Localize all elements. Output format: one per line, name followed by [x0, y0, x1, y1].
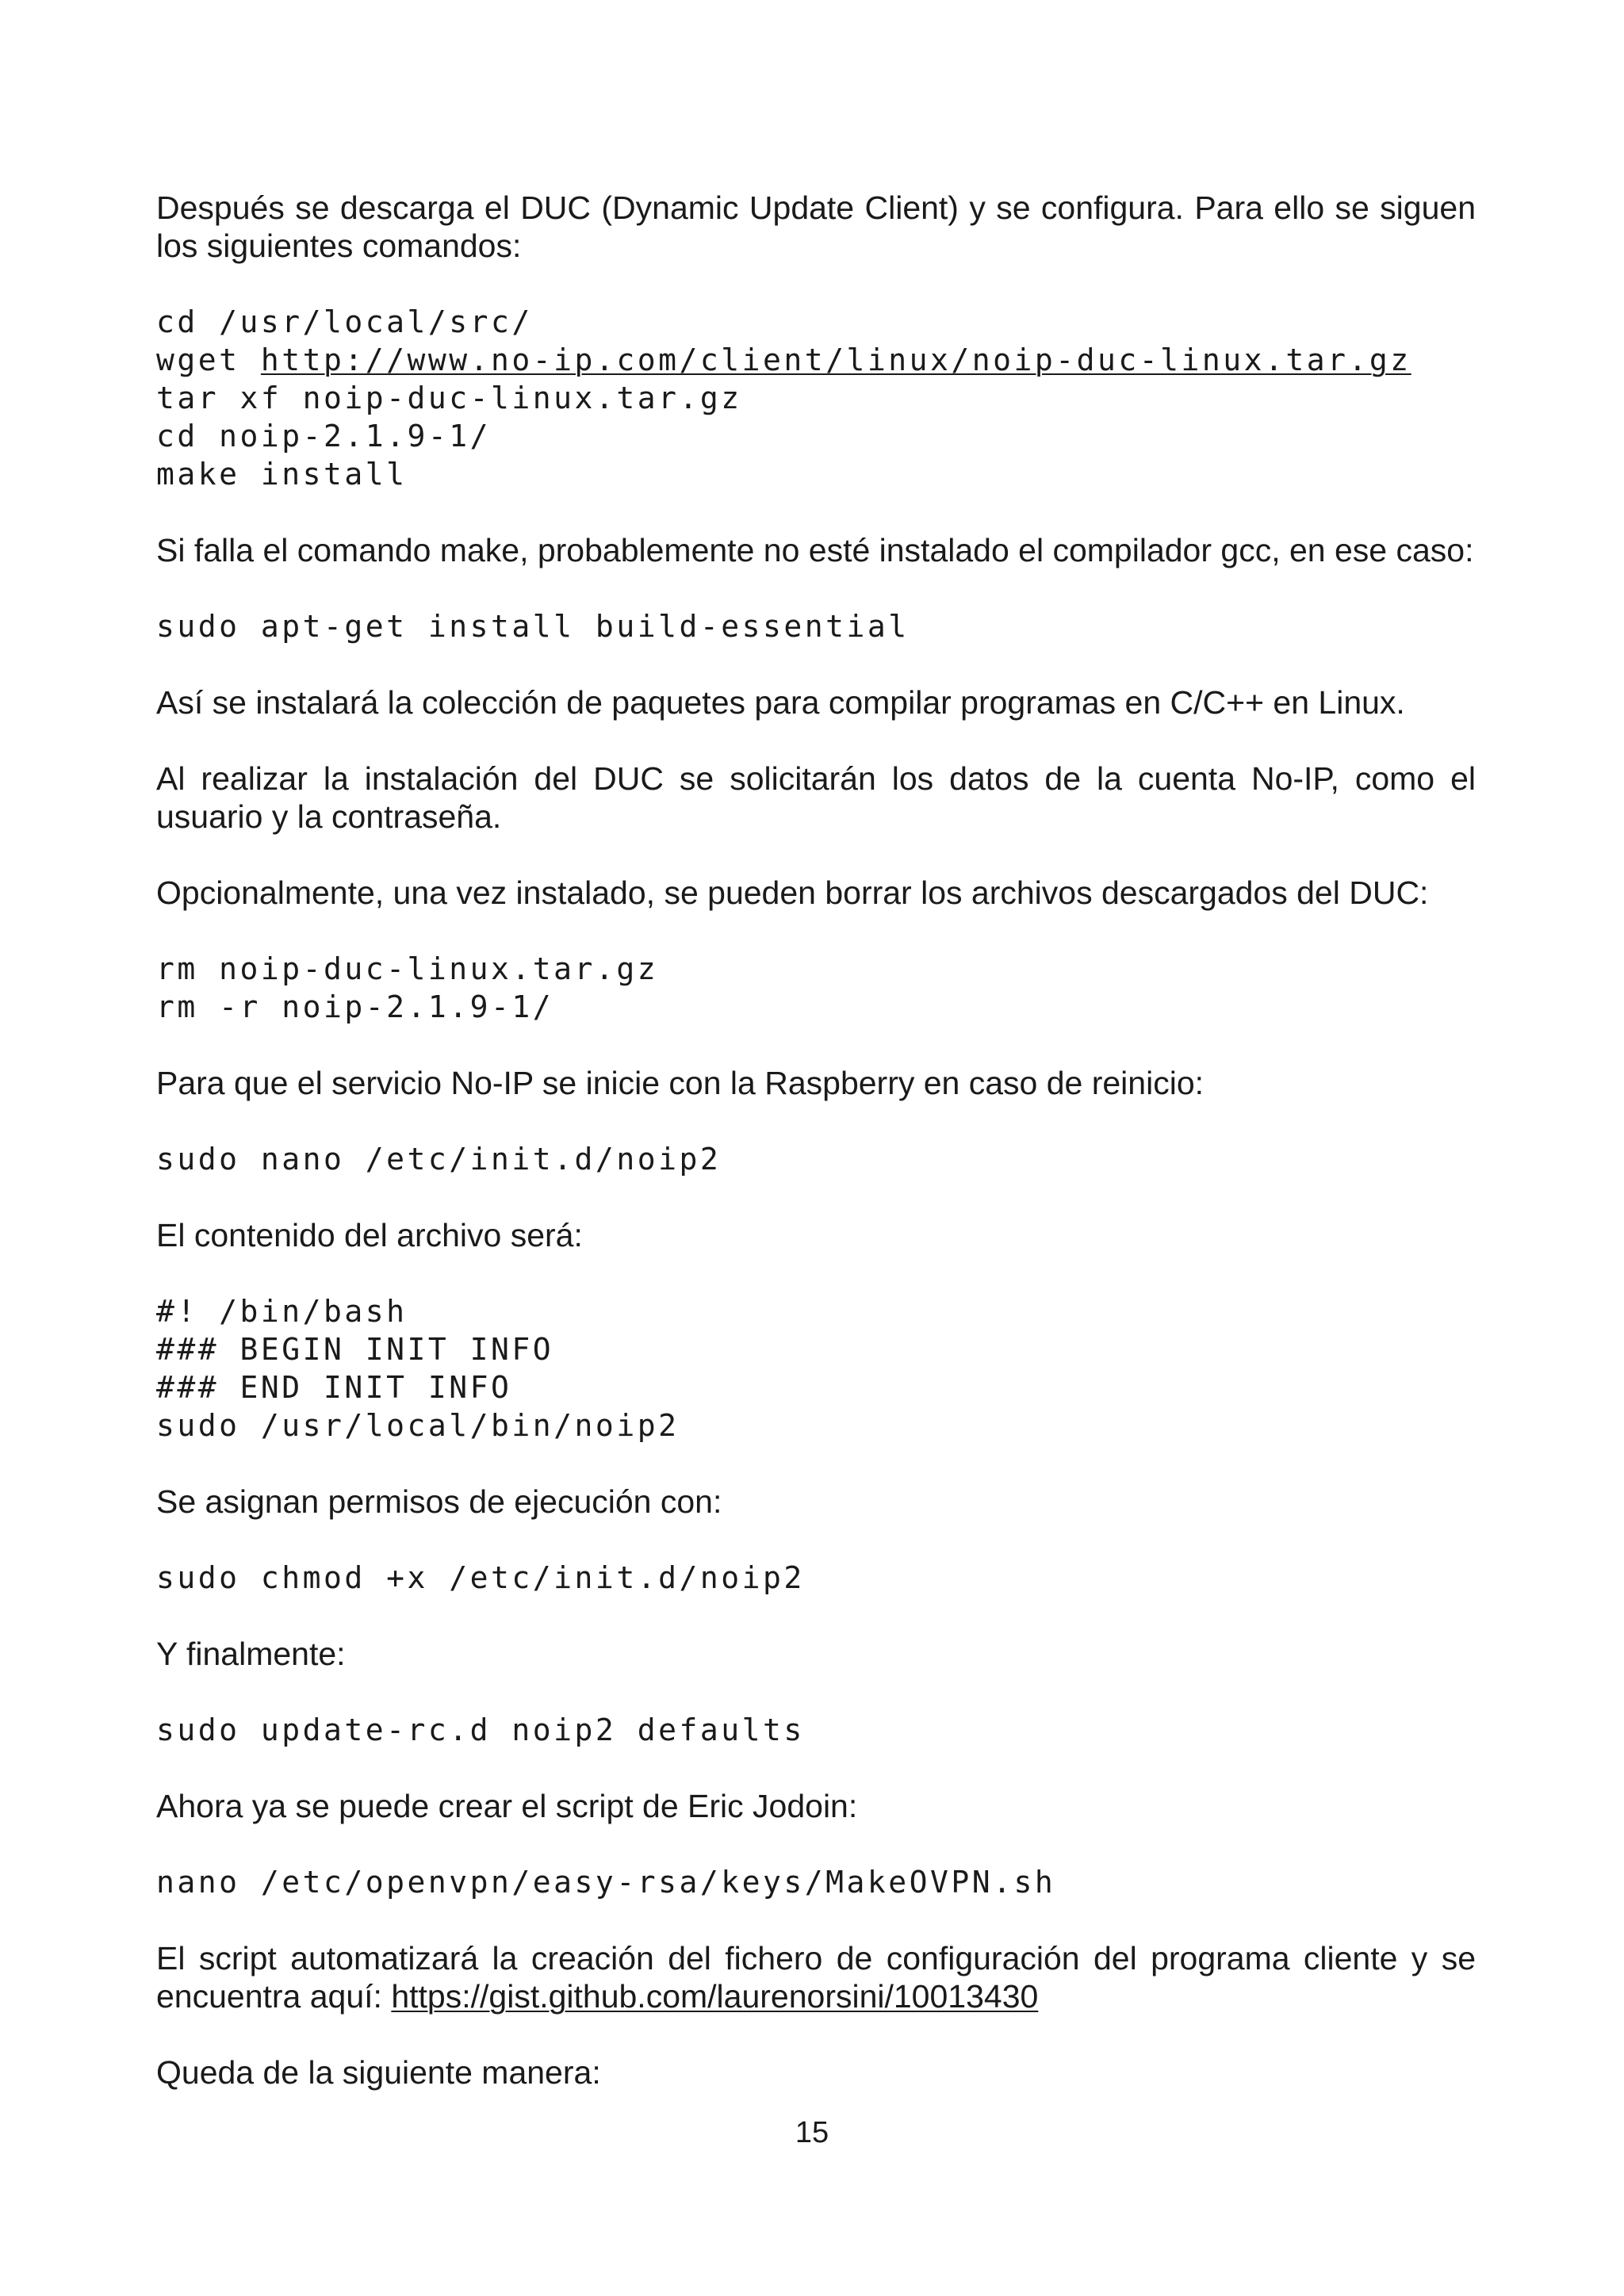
- paragraph-service-start: Para que el servicio No-IP se inicie con la Raspberry en caso de reinicio:: [156, 1065, 1205, 1101]
- paragraph-cleanup: Opcionalmente, una vez instalado, se pueden borrar los archivos descargados del DUC:: [156, 874, 1429, 911]
- code-line-nano-init: sudo nano /etc/init.d/noip2: [156, 1142, 722, 1177]
- code-line: cd /usr/local/src/: [156, 304, 533, 339]
- paragraph-result: Queda de la siguiente manera:: [156, 2054, 601, 2091]
- paragraph-build-essential-note: Así se instalará la colección de paquetes para compilar programas en C/C++ en Linux.: [156, 684, 1405, 721]
- paragraph-file-content: El contenido del archivo será:: [156, 1217, 583, 1253]
- document-page: [156, 189, 1476, 2091]
- paragraph-make-fail: Si falla el comando make, probablemente no esté instalado el compilador gcc, en ese caso:: [156, 532, 1474, 568]
- code-block-install-duc: [156, 303, 1476, 493]
- noip-download-link[interactable]: http://www.no-ip.com/client/linux/noip-duc-linux.tar.gz: [260, 342, 1411, 377]
- code-wget-prefix: wget: [156, 342, 261, 377]
- code-line: ### END INIT INFO: [156, 1370, 512, 1405]
- code-line: ### BEGIN INIT INFO: [156, 1332, 554, 1367]
- code-block-init-script: [156, 1292, 1476, 1445]
- code-line-nano-makeovpn: nano /etc/openvpn/easy-rsa/keys/MakeOVPN.sh: [156, 1865, 1056, 1900]
- code-line: sudo /usr/local/bin/noip2: [156, 1408, 680, 1443]
- page-number: 15: [795, 2116, 829, 2149]
- paragraph-finally: Y finalmente:: [156, 1636, 346, 1672]
- code-line: rm -r noip-2.1.9-1/: [156, 989, 554, 1024]
- gist-link[interactable]: https://gist.github.com/laurenorsini/10013430: [391, 1978, 1039, 2015]
- code-line-build-essential: sudo apt-get install build-essential: [156, 609, 910, 644]
- code-line-update-rc: sudo update-rc.d noip2 defaults: [156, 1712, 805, 1747]
- code-line: cd noip-2.1.9-1/: [156, 419, 492, 453]
- code-line: make install: [156, 457, 408, 492]
- code-block-cleanup: [156, 950, 1476, 1026]
- code-line-chmod: sudo chmod +x /etc/init.d/noip2: [156, 1560, 805, 1595]
- code-line-wget: [156, 341, 1476, 379]
- code-line: #! /bin/bash: [156, 1294, 408, 1329]
- script-link-text: El script automatizará la creación del fichero de configuración del programa cliente y se encuentra aquí:: [156, 1940, 1476, 2015]
- code-line: rm noip-duc-linux.tar.gz: [156, 951, 659, 986]
- paragraph-duc-credentials: Al realizar la instalación del DUC se solicitarán los datos de la cuenta No-IP, como el usuario y la contraseña.: [156, 760, 1476, 835]
- code-line: tar xf noip-duc-linux.tar.gz: [156, 381, 742, 415]
- paragraph-script-link: [156, 1939, 1476, 2015]
- paragraph-permissions: Se asignan permisos de ejecución con:: [156, 1483, 722, 1520]
- paragraph-script-intro: Ahora ya se puede crear el script de Eric Jodoin:: [156, 1788, 858, 1824]
- paragraph-duc-intro: Después se descarga el DUC (Dynamic Update Client) y se configura. Para ello se siguen los siguientes comandos:: [156, 189, 1476, 264]
